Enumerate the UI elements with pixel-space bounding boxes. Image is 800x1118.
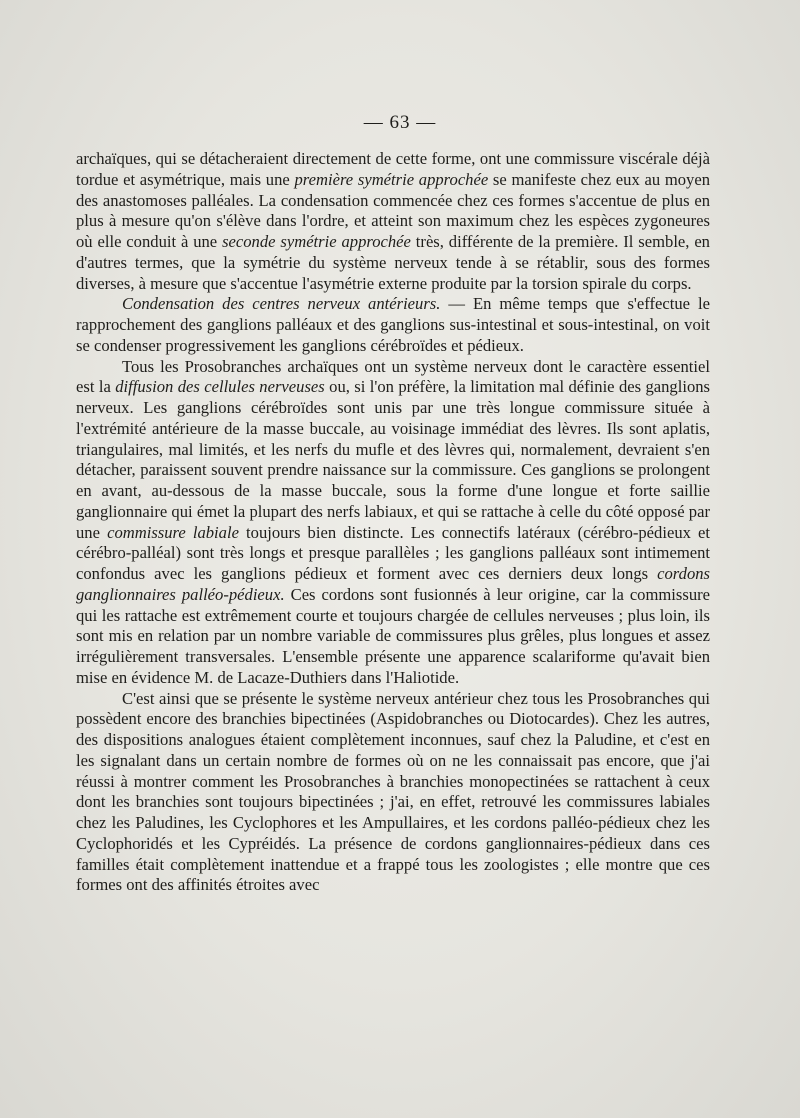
text-run: toujours bien distincte. Les connectifs latéraux (cérébro-pédieux et cérébro-palléal) sont très longs et presque parallèles ; les ganglions palléaux sont intimement confondus avec les ganglions pédieux et forment avec ces derniers deux longs [76, 522, 710, 583]
text-run: archaïques, qui se détacheraient directement de cette forme, ont une commissure viscérale déjà tordue et asymétrique, mais une [76, 149, 710, 189]
italic-run: seconde symétrie approchée [222, 232, 411, 251]
text-run: Tous les Prosobranches archaïques ont un système nerveux dont le caractère essentiel est la [76, 356, 710, 397]
text-run: C'est ainsi que se présente le système nerveux antérieur chez tous les Prosobranches qui possèdent encore des branchies bipectinées (Aspidobranches ou Diotocardes). Chez les autres, des dispositions analogues étaient complètement inconnues, sauf chez la Paludine, et c'est en les signalant dans un certain nombre de formes où on ne les connaissait pas encore, que j'ai réussi à montrer comment les Prosobranches à branchies monopectinées se rattachent à ceux dont les branchies sont toujours bipectinées ; j'ai, en effet, retrouvé les commissures labiales chez les Paludines, les Cyclophores et les Ampullaires, et les cordons palléo-pédieux chez les Cyclophoridés et les Cypréidés. La présence de cordons ganglionnaires-pédieux dans ces familles était complètement inattendue et a frappé tous les zoologistes ; elle montre que ces formes ont des affinités étroites avec [76, 688, 710, 895]
italic-run: diffusion des cellules nerveuses [115, 377, 325, 397]
text-run: Ces cordons sont fusionnés à leur origine, car la commissure qui les rattache est extrêmement courte et toujours chargée de cellules nerveuses ; plus loin, ils sont mis en relation par un nombre variable de commissures plus grêles, plus longues et assez irrégulièrement transversales. L'ensemble présente une apparence scalariforme qu'avait bien mise en évidence M. de Lacaze-Duthiers dans l'Haliotide. [76, 584, 711, 687]
paragraph [76, 294, 710, 356]
italic-run: cordons ganglionnaires palléo-pédieux. [76, 564, 710, 604]
paragraph [76, 357, 710, 689]
paragraph [76, 689, 710, 897]
paragraph [76, 149, 710, 294]
text-run: très, différente de la première. Il semble, en d'autres termes, que la symétrie du système nerveux tende à se rétablir, sous des formes diverses, à mesure que s'accentue l'asymétrie externe produite par la torsion spirale du corps. [76, 232, 710, 293]
body-text [76, 149, 710, 896]
text-run: ou, si l'on préfère, la limitation mal définie des ganglions nerveux. Les ganglions cérébroïdes sont unis par une très longue commissure située à l'extrémité antérieure de la masse buccale, au voisinage immédiat des lèvres. Ils sont aplatis, triangulaires, mal limités, et les nerfs du mufle et des lèvres qui, normalement, devraient s'en détacher, paraissent souvent prendre naissance sur la commissure. Ces ganglions se prolongent en avant, au-dessous de la masse buccale, sous la forme d'une longue et forte saillie ganglionnaire qui émet la plupart des nerfs labiaux, et qui se rattache à celle du côté opposé par une [76, 377, 710, 542]
page-number: — 63 — [363, 112, 437, 133]
italic-run: commissure labiale [107, 522, 239, 542]
section-heading: Condensation des centres nerveux antérieurs. [122, 294, 441, 314]
italic-run: première symétrie approchée [294, 169, 489, 189]
text-run: se manifeste chez eux au moyen des anastomoses palléales. La condensation commencée chez ces formes s'accentue de plus en plus à mesure qu'on s'élève dans l'ordre, et atteint son maximum chez les espèces zygoneures où elle conduit à une [76, 169, 710, 251]
text-run: — En même temps que s'effectue le rapprochement des ganglions palléaux et des ganglions sus-intestinal et sous-intestinal, on voit se condenser progressivement les ganglions cérébroïdes et pédieux. [76, 294, 710, 355]
